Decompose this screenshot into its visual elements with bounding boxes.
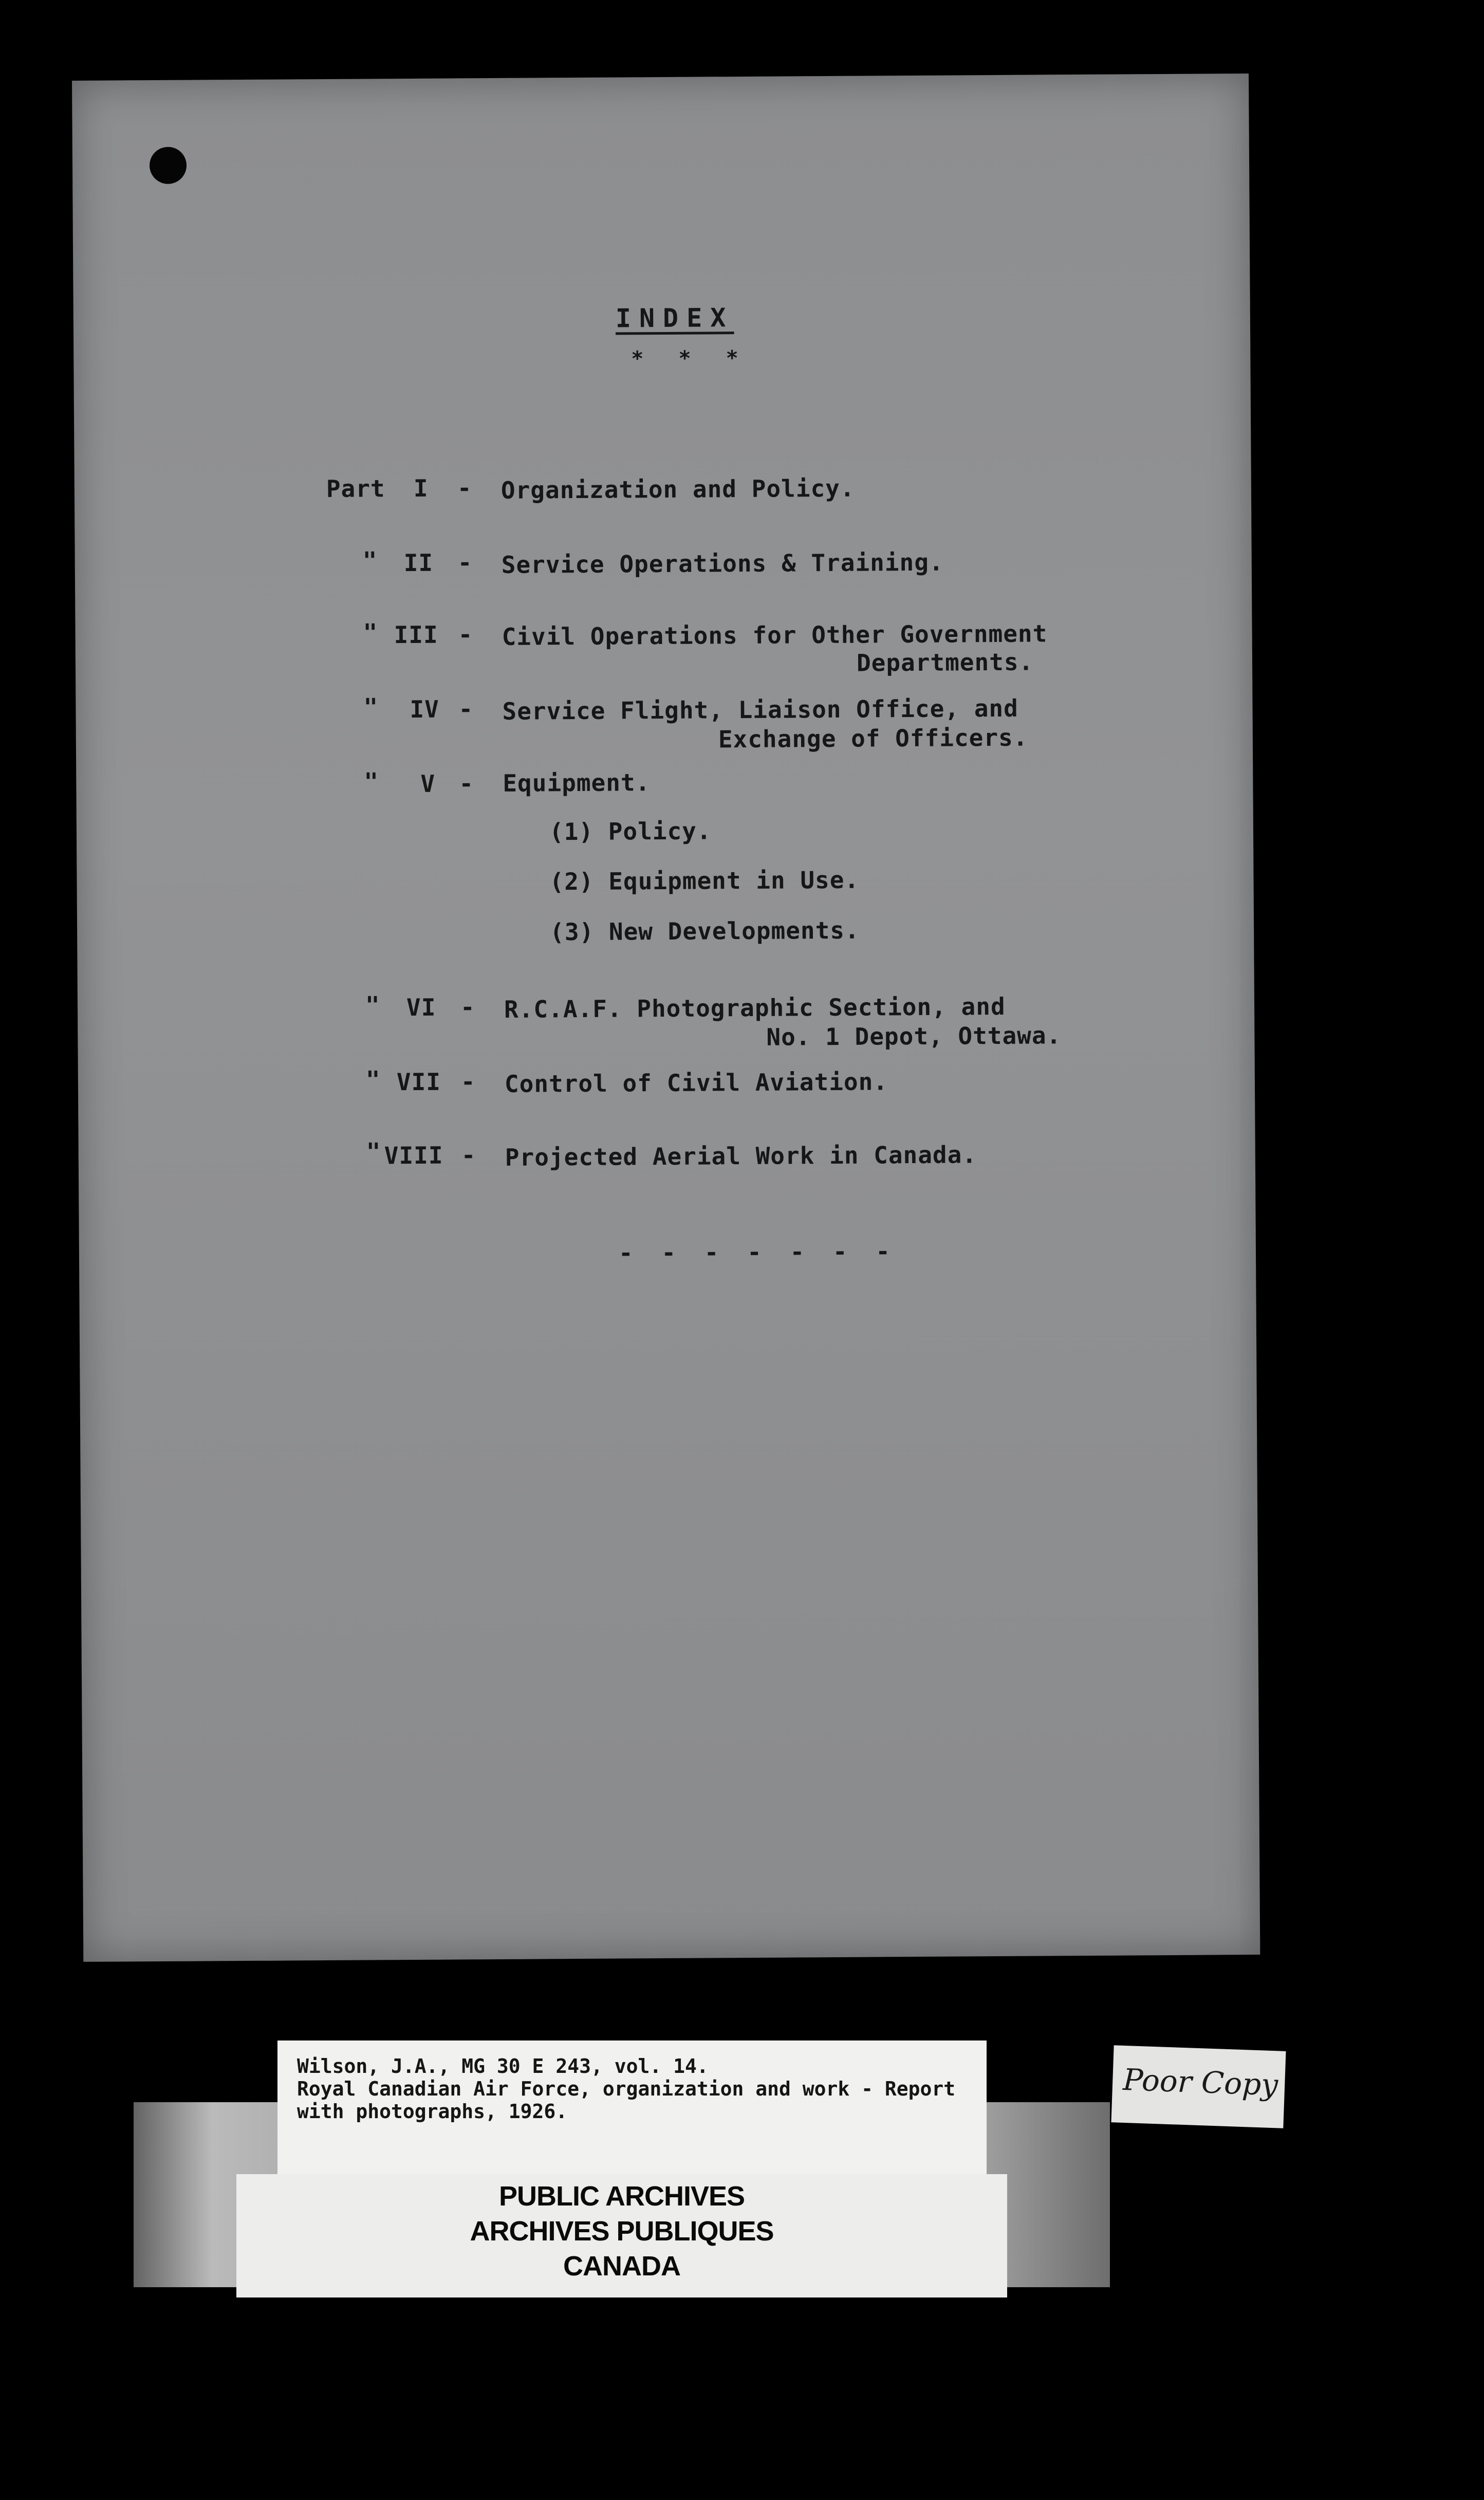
sub-item-3: (3) New Developments. (549, 916, 860, 946)
entry-num-4: IV (410, 695, 440, 724)
entry-num-8: VIII (384, 1141, 443, 1170)
stamp-line-2: ARCHIVES PUBLIQUES (470, 2216, 774, 2247)
entry-num-1: I (413, 474, 429, 502)
handwritten-note-text: Poor Copy (1122, 2062, 1279, 2103)
title-stars: * * * (631, 346, 750, 371)
entry-cont-3: Departments. (856, 648, 1034, 677)
punch-hole (150, 147, 187, 184)
archive-label-line-2: Royal Canadian Air Force, organization and work - Report (297, 2078, 956, 2100)
entry-label-3: " (363, 618, 378, 647)
entry-num-2: II (403, 548, 434, 577)
archive-label-line-1: Wilson, J.A., MG 30 E 243, vol. 14. (297, 2055, 709, 2078)
entry-cont-6: No. 1 Depot, Ottawa. (766, 1021, 1062, 1051)
handwritten-note (1111, 2045, 1286, 2128)
entry-num-7: VII (396, 1068, 441, 1096)
entry-text-1: Organization and Policy. (500, 474, 855, 504)
entry-dash-2: - (457, 548, 473, 577)
archive-label-line-3: with photographs, 1926. (297, 2100, 568, 2123)
entry-text-6: R.C.A.F. Photographic Section, and (504, 992, 1006, 1023)
entry-dash-4: - (458, 695, 474, 723)
entry-dash-5: - (459, 769, 474, 798)
sub-item-1: (1) Policy. (549, 817, 712, 846)
entry-label-5: " (364, 767, 379, 796)
stamp-line-3: CANADA (563, 2251, 680, 2282)
entry-cont-4: Exchange of Officers. (718, 723, 1028, 753)
entry-dash-7: - (460, 1068, 476, 1096)
entry-label-4: " (363, 693, 379, 721)
index-title: INDEX (615, 303, 734, 334)
entry-label-2: " (362, 546, 378, 575)
sub-item-2: (2) Equipment in Use. (549, 866, 860, 896)
entry-text-2: Service Operations & Training. (501, 548, 944, 579)
archive-label-text (297, 2055, 955, 2123)
entry-text-5: Equipment. (503, 768, 651, 797)
stamp-line-1: PUBLIC ARCHIVES (498, 2181, 745, 2212)
entry-label-6: " (365, 991, 380, 1019)
document-page (72, 73, 1260, 1962)
entry-num-6: VI (406, 993, 436, 1022)
entry-label-7: " (365, 1065, 381, 1094)
entry-label-8: " (366, 1137, 381, 1166)
public-archives-stamp (236, 2174, 1007, 2297)
entry-text-4: Service Flight, Liaison Office, and (502, 694, 1018, 725)
entry-dash-8: - (461, 1141, 476, 1169)
entry-dash-1: - (457, 474, 472, 502)
entry-num-3: III (394, 620, 438, 649)
entry-text-7: Control of Civil Aviation. (504, 1068, 888, 1098)
closing-dashes: - - - - - - - (618, 1237, 898, 1267)
entry-num-5: V (420, 769, 436, 798)
entry-label-1: Part (326, 474, 385, 503)
entry-dash-6: - (460, 993, 475, 1021)
entry-text-3: Civil Operations for Other Government (502, 619, 1048, 651)
entry-text-8: Projected Aerial Work in Canada. (505, 1141, 977, 1171)
entry-dash-3: - (458, 620, 473, 649)
